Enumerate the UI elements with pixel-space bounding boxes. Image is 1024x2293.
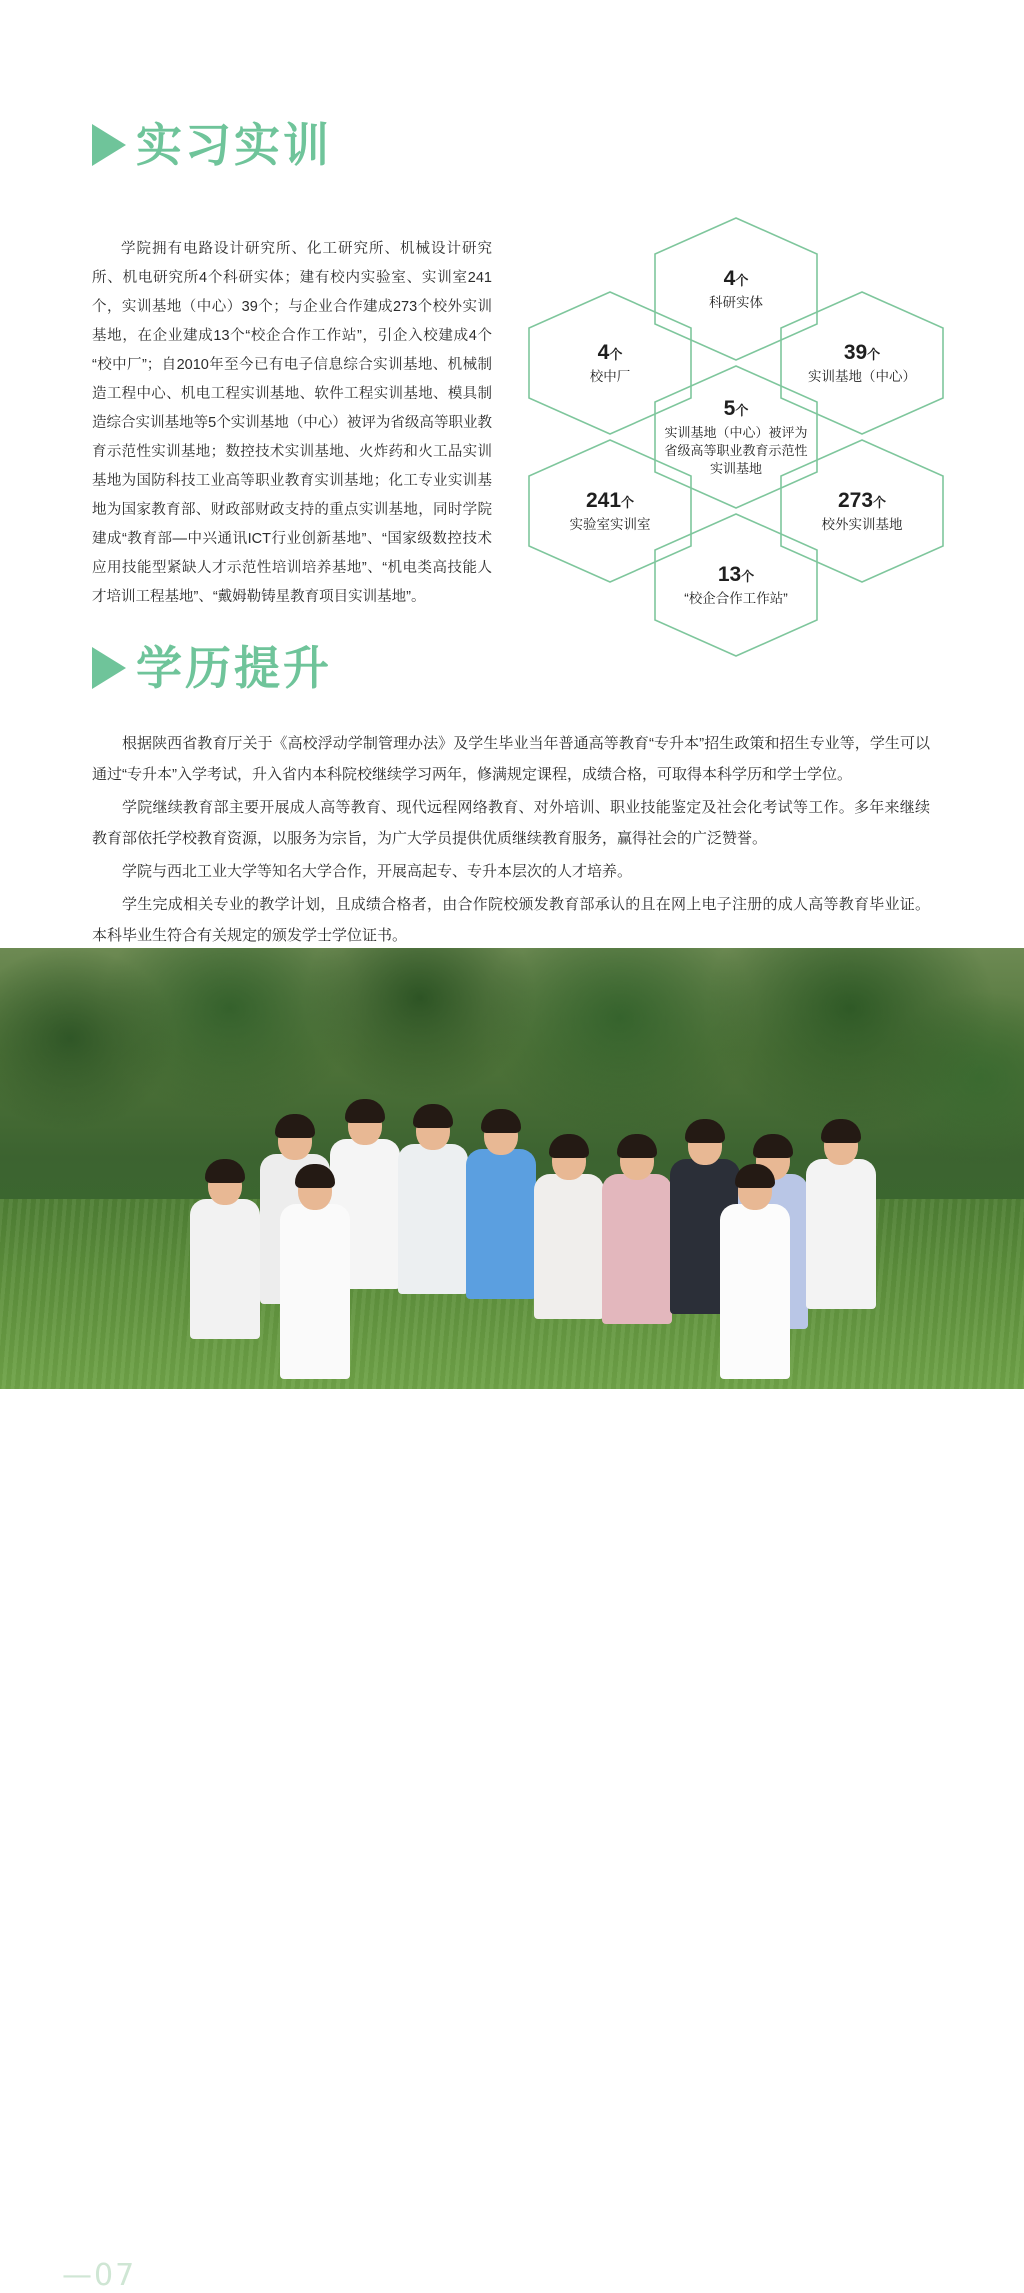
hex-label: 校外实训基地 (821, 517, 903, 533)
hex-number: 4 (597, 340, 610, 364)
hex-number: 13 (717, 562, 742, 586)
person-head (416, 1110, 450, 1150)
hex-number: 39 (843, 340, 868, 364)
triangle-bullet-icon (92, 647, 126, 689)
person-body (190, 1199, 260, 1339)
person-hair (617, 1134, 657, 1158)
person-body (466, 1149, 536, 1299)
education-body-text (92, 728, 930, 953)
internship-body-text (92, 235, 492, 612)
education-paragraph: 根据陕西省教育厅关于《高校浮动学制管理办法》及学生毕业当年普通高等教育“专升本”招生政策和招生专业等，学生可以通过“专升本”入学考试，升入省内本科院校继续学习两年，修满规定课程，成绩合格，可取得本科学历和学士学位。 (92, 735, 930, 783)
person-hair (205, 1159, 245, 1183)
hex-unit: 个 (735, 403, 749, 419)
education-paragraph: 学院继续教育部主要开展成人高等教育、现代远程网络教育、对外培训、职业技能鉴定及社会化考试等工作。多年来继续教育部依托学校教育资源，以服务为宗旨，为广大学员提供优质继续教育服务，赢得社会的广泛赞誉。 (92, 799, 930, 847)
page-number: —07 (62, 2258, 137, 2293)
section-title-internship: 实习实训 (136, 119, 332, 171)
hex-label: 实训基地（中心） (808, 369, 916, 385)
triangle-bullet-icon (92, 124, 126, 166)
hex-unit: 个 (621, 494, 635, 510)
hex-number: 4 (723, 266, 736, 290)
person-head (298, 1170, 332, 1210)
person-body (398, 1144, 468, 1294)
person-body (720, 1204, 790, 1379)
person (806, 1125, 876, 1309)
person-hair (821, 1119, 861, 1143)
person-head (688, 1125, 722, 1165)
person (398, 1110, 468, 1294)
education-paragraph: 学院与西北工业大学等知名大学合作，开展高起专、专升本层次的人才培养。 (122, 863, 633, 880)
section-heading-education (92, 642, 332, 694)
person-head (552, 1140, 586, 1180)
hex-number: 5 (723, 397, 736, 421)
person (534, 1140, 604, 1319)
education-paragraph: 学生完成相关专业的教学计划，且成绩合格者，由合作院校颁发教育部承认的且在网上电子注册的成人高等教育毕业证。本科毕业生符合有关规定的颁发学士学位证书。 (92, 896, 930, 944)
person-head (824, 1125, 858, 1165)
person (602, 1140, 672, 1324)
person-hair (275, 1114, 315, 1138)
person-body (280, 1204, 350, 1379)
person-head (484, 1115, 518, 1155)
person-head (208, 1165, 242, 1205)
section-title-education: 学历提升 (136, 642, 332, 694)
person-hair (753, 1134, 793, 1158)
hex-label: 校中厂 (589, 369, 631, 385)
hexagon-stats-cluster (512, 212, 960, 612)
person-hair (685, 1119, 725, 1143)
hex-unit: 个 (867, 346, 881, 362)
hex-label: “校企合作工作站” (684, 591, 788, 607)
hex-label: 实验室实训室 (569, 517, 651, 533)
person-head (620, 1140, 654, 1180)
person (466, 1115, 536, 1299)
person-head (278, 1120, 312, 1160)
section-heading-internship (92, 119, 332, 171)
person (190, 1165, 260, 1339)
hex-unit: 个 (741, 568, 755, 584)
photo-student-group (130, 1029, 910, 1379)
person-hair (413, 1104, 453, 1128)
person-body (806, 1159, 876, 1309)
person-head (738, 1170, 772, 1210)
hex-number: 241 (585, 488, 622, 512)
hex-label: 实训基地（中心）被评为省级高等职业教育示范性实训基地 (664, 424, 808, 476)
person-body (534, 1174, 604, 1319)
internship-body-paragraph: 学院拥有电路设计研究所、化工研究所、机械设计研究所、机电研究所4个科研实体；建有校内实验室、实训室241个，实训基地（中心）39个；与企业合作建成273个校外实训基地，在企业建成13个“校企合作工作站”，引企入校建成4个“校中厂”；自2010年至今已有电子信息综合实训基地、机械制造工程中心、机电工程实训基地、软件工程实训基地、模具制造综合实训基地等5个实训基地（中心）被评为省级高等职业教育示范性实训基地；数控技术实训基地、火炸药和火工品实训基地为国防科技工业高等职业教育实训基地；化工专业实训基地为国家教育部、财政部财政支持的重点实训基地，同时学院建成“教育部—中兴通讯ICT行业创新基地”、“国家级数控技术应用技能型紧缺人才示范性培训培养基地”、“机电类高技能人才培训工程基地”、“戴姆勒铸星教育项目实训基地”。 (92, 241, 492, 605)
hex-label: 科研实体 (709, 295, 763, 311)
hex-number: 273 (837, 488, 874, 512)
person-hair (345, 1099, 385, 1123)
hex-unit: 个 (735, 272, 749, 288)
student-group-photo (0, 948, 1024, 2293)
person-hair (549, 1134, 589, 1158)
person-head (348, 1105, 382, 1145)
hex-unit: 个 (609, 346, 623, 362)
person-body (602, 1174, 672, 1324)
hex-unit: 个 (873, 494, 887, 510)
person-hair (481, 1109, 521, 1133)
